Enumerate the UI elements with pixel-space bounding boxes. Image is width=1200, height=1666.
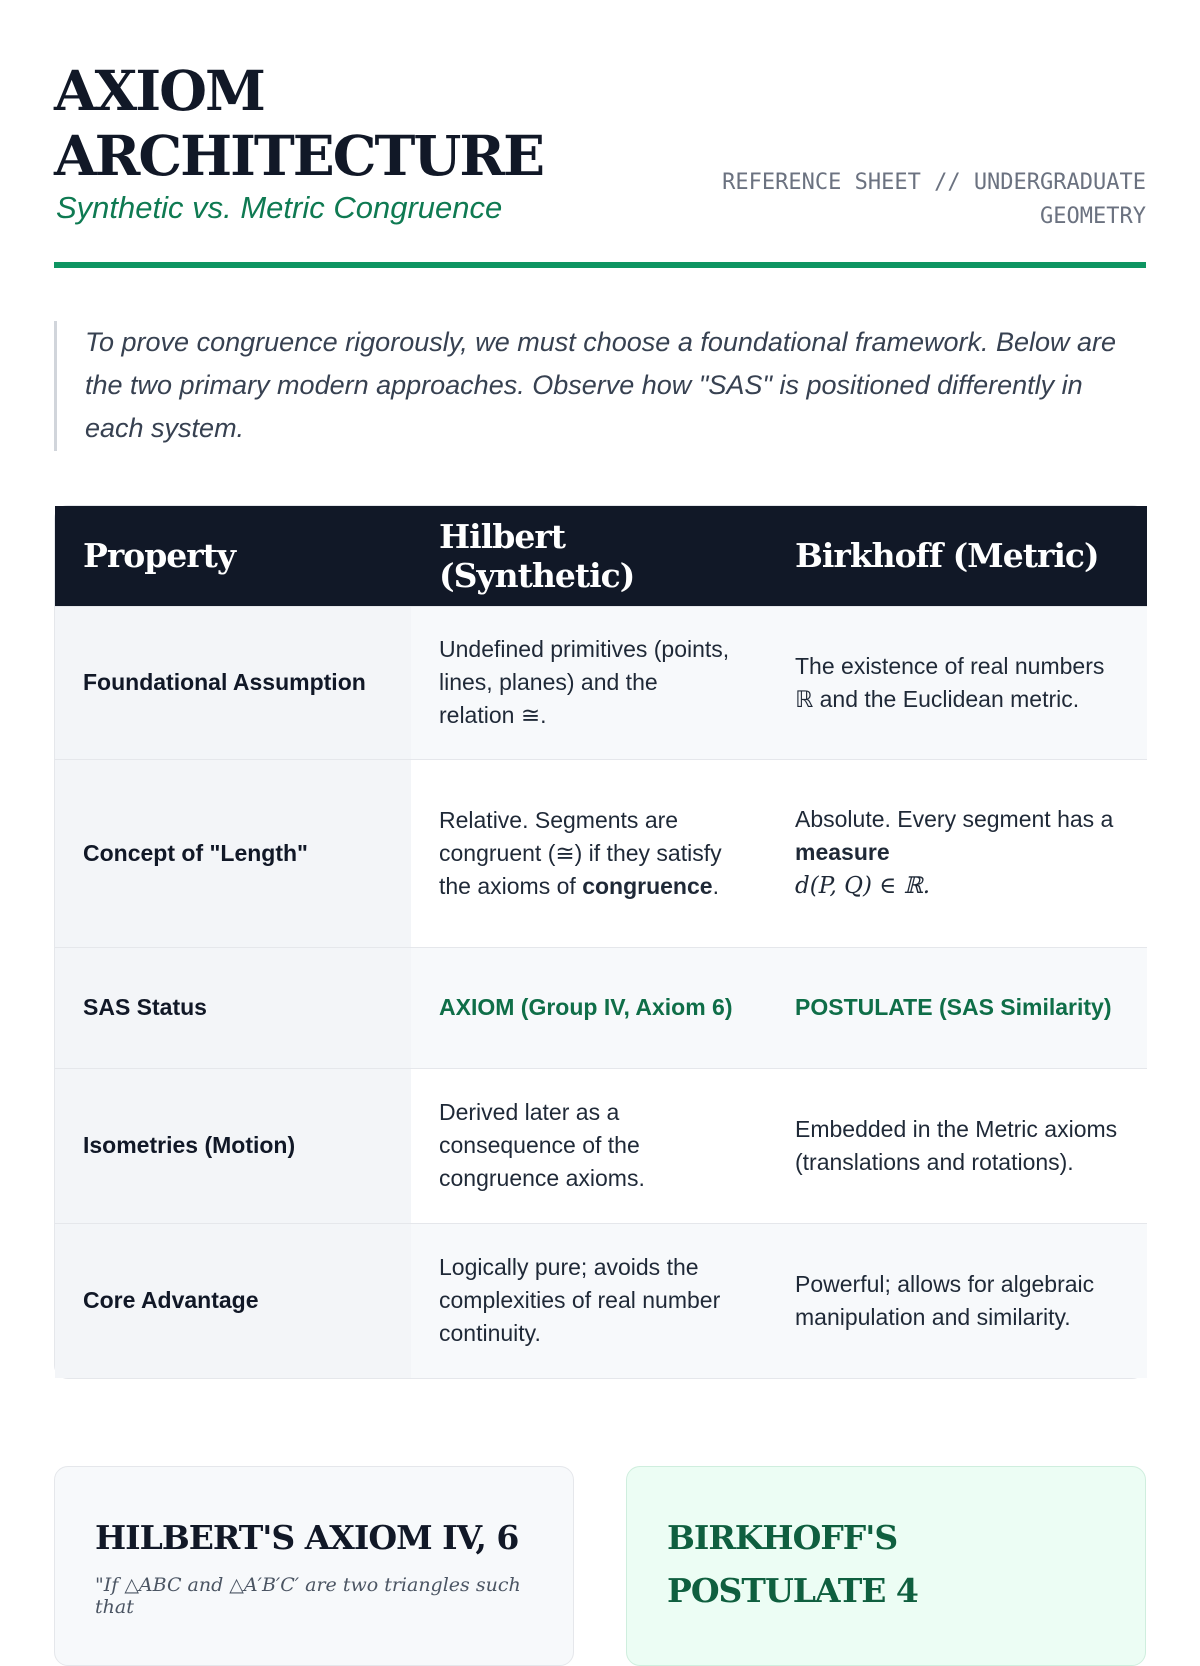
intro-quote: To prove congruence rigorously, we must choose a foundational framework. Below are the two primary modern approaches. Observe how "SAS" is positioned differently in each system. xyxy=(54,321,1146,451)
table-row xyxy=(55,1068,1147,1223)
hilbert-card-text: "If △ABC and △A′B′C′ are two triangles such that xyxy=(95,1574,521,1618)
birkhoff-cell: POSTULATE (SAS Similarity) xyxy=(767,947,1147,1068)
birkhoff-card-title: BIRKHOFF'S POSTULATE 4 xyxy=(667,1518,918,1610)
table-header-row xyxy=(55,506,1147,606)
title-line-2: ARCHITECTURE xyxy=(54,123,543,188)
comparison-table xyxy=(54,505,1146,1379)
title-line-1: AXIOM xyxy=(54,58,264,123)
header-birkhoff: Birkhoff (Metric) xyxy=(795,536,1099,576)
hilbert-card-title: HILBERT'S AXIOM IV, 6 xyxy=(95,1518,519,1557)
reference-label xyxy=(666,166,1146,234)
birkhoff-cell: Powerful; allows for algebraic manipulation and similarity. xyxy=(767,1223,1147,1378)
birkhoff-card xyxy=(626,1466,1146,1666)
header xyxy=(54,0,1146,268)
hilbert-cell: Undefined primitives (points, lines, planes) and the relation ≅. xyxy=(411,606,767,759)
table-row xyxy=(55,606,1147,759)
table-row xyxy=(55,947,1147,1068)
hilbert-cell: AXIOM (Group IV, Axiom 6) xyxy=(411,947,767,1068)
birkhoff-bold-term: measure xyxy=(795,839,890,865)
birkhoff-cell: Embedded in the Metric axioms (translations and rotations). xyxy=(767,1068,1147,1223)
hilbert-cell xyxy=(411,759,767,947)
page-title xyxy=(54,58,543,188)
property-cell: Isometries (Motion) xyxy=(55,1068,411,1223)
property-cell: SAS Status xyxy=(55,947,411,1068)
table-row xyxy=(55,759,1147,947)
property-cell: Concept of "Length" xyxy=(55,759,411,947)
hilbert-end: . xyxy=(712,872,719,899)
header-hilbert: Hilbert (Synthetic) xyxy=(439,516,635,595)
hilbert-text: Relative. Segments are congruent (≅) if they satisfy the axioms of xyxy=(439,806,722,899)
birkhoff-text: Absolute. Every segment has a xyxy=(795,806,1114,832)
reference-line-2: GEOMETRY xyxy=(1040,204,1146,229)
property-cell: Foundational Assumption xyxy=(55,606,411,759)
hilbert-bold-term: congruence xyxy=(582,872,713,899)
birkhoff-cell xyxy=(767,759,1147,947)
axiom-cards xyxy=(54,1466,1146,1666)
reference-line-1: REFERENCE SHEET // UNDERGRADUATE xyxy=(722,170,1146,195)
hilbert-cell: Logically pure; avoids the complexities of real number continuity. xyxy=(411,1223,767,1378)
property-cell: Core Advantage xyxy=(55,1223,411,1378)
table-row xyxy=(55,1223,1147,1378)
page-subtitle: Synthetic vs. Metric Congruence xyxy=(56,190,503,225)
header-property: Property xyxy=(83,536,236,576)
distance-formula: d(P, Q) ∈ ℝ. xyxy=(795,873,931,899)
birkhoff-cell: The existence of real numbers ℝ and the Euclidean metric. xyxy=(767,606,1147,759)
hilbert-cell: Derived later as a consequence of the congruence axioms. xyxy=(411,1068,767,1223)
hilbert-card xyxy=(54,1466,574,1666)
